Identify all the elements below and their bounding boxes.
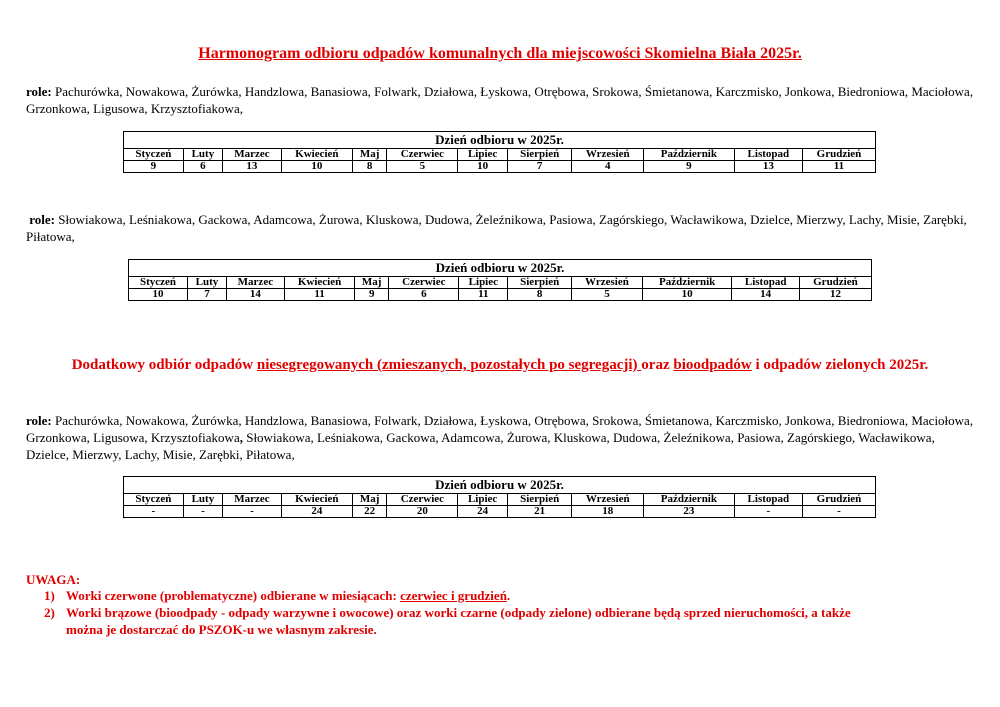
schedule-table-3: [123, 476, 876, 518]
month-cell: Kwiecień: [284, 277, 354, 289]
day-cell: -: [734, 506, 802, 518]
month-cell: Luty: [183, 149, 222, 161]
month-cell: Sierpień: [507, 149, 572, 161]
month-cell: Lipiec: [458, 149, 508, 161]
month-cell: Wrzesień: [572, 277, 643, 289]
role-list: Słowiakowa, Leśniakowa, Gackowa, Adamcowa, Żurowa, Kluskowa, Dudowa, Żeleźnikowa, Pasiowa, Zagórskiego, Wacławikowa, Dzielce, Mierzwy, Lachy, Misie, Zarębki, Piłatowa,: [26, 212, 967, 244]
month-cell: Maj: [355, 277, 389, 289]
title-part: Dodatkowy odbiór odpadów: [71, 357, 257, 373]
day-cell: -: [183, 506, 222, 518]
table-header: Dzień odbioru w 2025r.: [129, 260, 872, 277]
day-cell: 18: [572, 506, 644, 518]
note-number: 2): [44, 605, 55, 620]
month-cell: Listopad: [734, 149, 802, 161]
day-cell: 10: [129, 289, 188, 301]
note-2: [44, 604, 969, 638]
role-label: role:: [26, 84, 52, 99]
day-cell: 24: [458, 506, 508, 518]
day-cell: 14: [226, 289, 284, 301]
day-cell: 13: [223, 161, 282, 173]
day-cell: 23: [644, 506, 735, 518]
day-cell: 21: [507, 506, 572, 518]
day-cell: 9: [355, 289, 389, 301]
month-cell: Lipiec: [458, 494, 508, 506]
note-number: 1): [44, 588, 55, 603]
month-cell: Marzec: [223, 494, 282, 506]
day-cell: 24: [281, 506, 352, 518]
month-cell: Styczeń: [124, 494, 184, 506]
month-cell: Grudzień: [799, 277, 871, 289]
day-cell: 12: [799, 289, 871, 301]
section1-roles: [26, 83, 976, 117]
month-cell: Maj: [352, 149, 387, 161]
day-cell: 10: [281, 161, 352, 173]
role-label: role:: [29, 212, 55, 227]
schedule-table-1: [123, 131, 876, 173]
note-1: [44, 587, 969, 604]
day-cell: 11: [802, 161, 875, 173]
day-cell: 11: [284, 289, 354, 301]
month-cell: Styczeń: [129, 277, 188, 289]
title-part-underlined: niesegregowanych (zmieszanych, pozostałych po segregacji): [256, 357, 642, 373]
day-cell: 20: [387, 506, 458, 518]
day-cell: -: [223, 506, 282, 518]
day-cell: 4: [572, 161, 644, 173]
month-cell: Czerwiec: [387, 494, 458, 506]
month-cell: Sierpień: [507, 494, 572, 506]
day-cell: 6: [389, 289, 459, 301]
title-part: i odpadów zielonych 2025r.: [751, 357, 929, 373]
day-cell: 22: [352, 506, 387, 518]
note-months: czerwiec i grudzień: [400, 588, 507, 603]
month-cell: Październik: [644, 494, 735, 506]
day-cell: 8: [352, 161, 387, 173]
day-cell: 6: [183, 161, 222, 173]
day-cell: -: [802, 506, 875, 518]
day-cell: 11: [459, 289, 508, 301]
role-list-a: Pachurówka, Nowakowa, Żurówka, Handzlowa, Banasiowa, Folwark, Działowa, Łyskowa, Otrębowa, Srokowa, Śmietanowa, Karczmisko, Jonkowa, Biedroniowa, Maciołowa, Grzonkowa, Ligusowa, Krzysztofiakowa: [26, 413, 974, 445]
title-part: oraz: [641, 357, 674, 373]
day-cell: 5: [572, 289, 643, 301]
month-cell: Październik: [642, 277, 732, 289]
month-cell: Luty: [183, 494, 222, 506]
role-label: role:: [26, 413, 52, 428]
month-cell: Sierpień: [508, 277, 572, 289]
day-cell: 7: [507, 161, 572, 173]
month-cell: Listopad: [732, 277, 799, 289]
month-cell: Październik: [644, 149, 735, 161]
day-cell: 7: [188, 289, 227, 301]
month-cell: Grudzień: [802, 149, 875, 161]
role-comma: ,: [239, 430, 243, 445]
day-cell: -: [124, 506, 184, 518]
day-cell: 5: [387, 161, 458, 173]
day-cell: 10: [458, 161, 508, 173]
table-header: Dzień odbioru w 2025r.: [124, 477, 876, 494]
month-cell: Lipiec: [459, 277, 508, 289]
month-cell: Czerwiec: [389, 277, 459, 289]
month-cell: Grudzień: [802, 494, 875, 506]
note-text: Worki brązowe (bioodpady - odpady warzywne i owocowe) oraz worki czarne (odpady zielone) odbierane będą sprzed nieruchomości, a także: [66, 605, 851, 620]
month-cell: Wrzesień: [572, 494, 644, 506]
month-cell: Kwiecień: [281, 149, 352, 161]
note-text-continued: można je dostarczać do PSZOK-u we własnym zakresie.: [66, 622, 377, 637]
table-header: Dzień odbioru w 2025r.: [124, 132, 876, 149]
section3-title: [30, 356, 970, 375]
month-cell: Marzec: [223, 149, 282, 161]
schedule-table-2: [128, 259, 872, 301]
month-cell: Maj: [352, 494, 387, 506]
title-part-underlined: bioodpadów: [673, 357, 752, 373]
page-title: Harmonogram odbioru odpadów komunalnych dla miejscowości Skomielna Biała 2025r.: [198, 45, 802, 62]
day-cell: 9: [124, 161, 184, 173]
month-cell: Luty: [188, 277, 227, 289]
section3-roles: [26, 412, 976, 463]
note-end: .: [506, 588, 511, 603]
month-cell: Listopad: [734, 494, 802, 506]
note-text: Worki czerwone (problematyczne) odbierane w miesiącach:: [66, 588, 401, 603]
day-cell: 13: [734, 161, 802, 173]
role-list-b: Słowiakowa, Leśniakowa, Gackowa, Adamcowa, Żurowa, Kluskowa, Dudowa, Żeleźnikowa, Pasiowa, Zagórskiego, Wacławikowa, Dzielce, Mierzwy, Lachy, Misie, Zarębki, Piłatowa,: [26, 430, 935, 462]
month-cell: Czerwiec: [387, 149, 458, 161]
day-cell: 14: [732, 289, 799, 301]
month-cell: Kwiecień: [281, 494, 352, 506]
role-list: Pachurówka, Nowakowa, Żurówka, Handzlowa, Banasiowa, Folwark, Działowa, Łyskowa, Otrębowa, Srokowa, Śmietanowa, Karczmisko, Jonkowa, Biedroniowa, Maciołowa, Grzonkowa, Ligusowa, Krzysztofiakowa,: [26, 84, 974, 116]
month-cell: Styczeń: [124, 149, 184, 161]
day-cell: 8: [508, 289, 572, 301]
month-cell: Marzec: [226, 277, 284, 289]
day-cell: 9: [644, 161, 735, 173]
notes-label: UWAGA:: [26, 572, 81, 587]
section2-roles: [26, 211, 976, 245]
day-cell: 10: [642, 289, 732, 301]
month-cell: Wrzesień: [572, 149, 644, 161]
